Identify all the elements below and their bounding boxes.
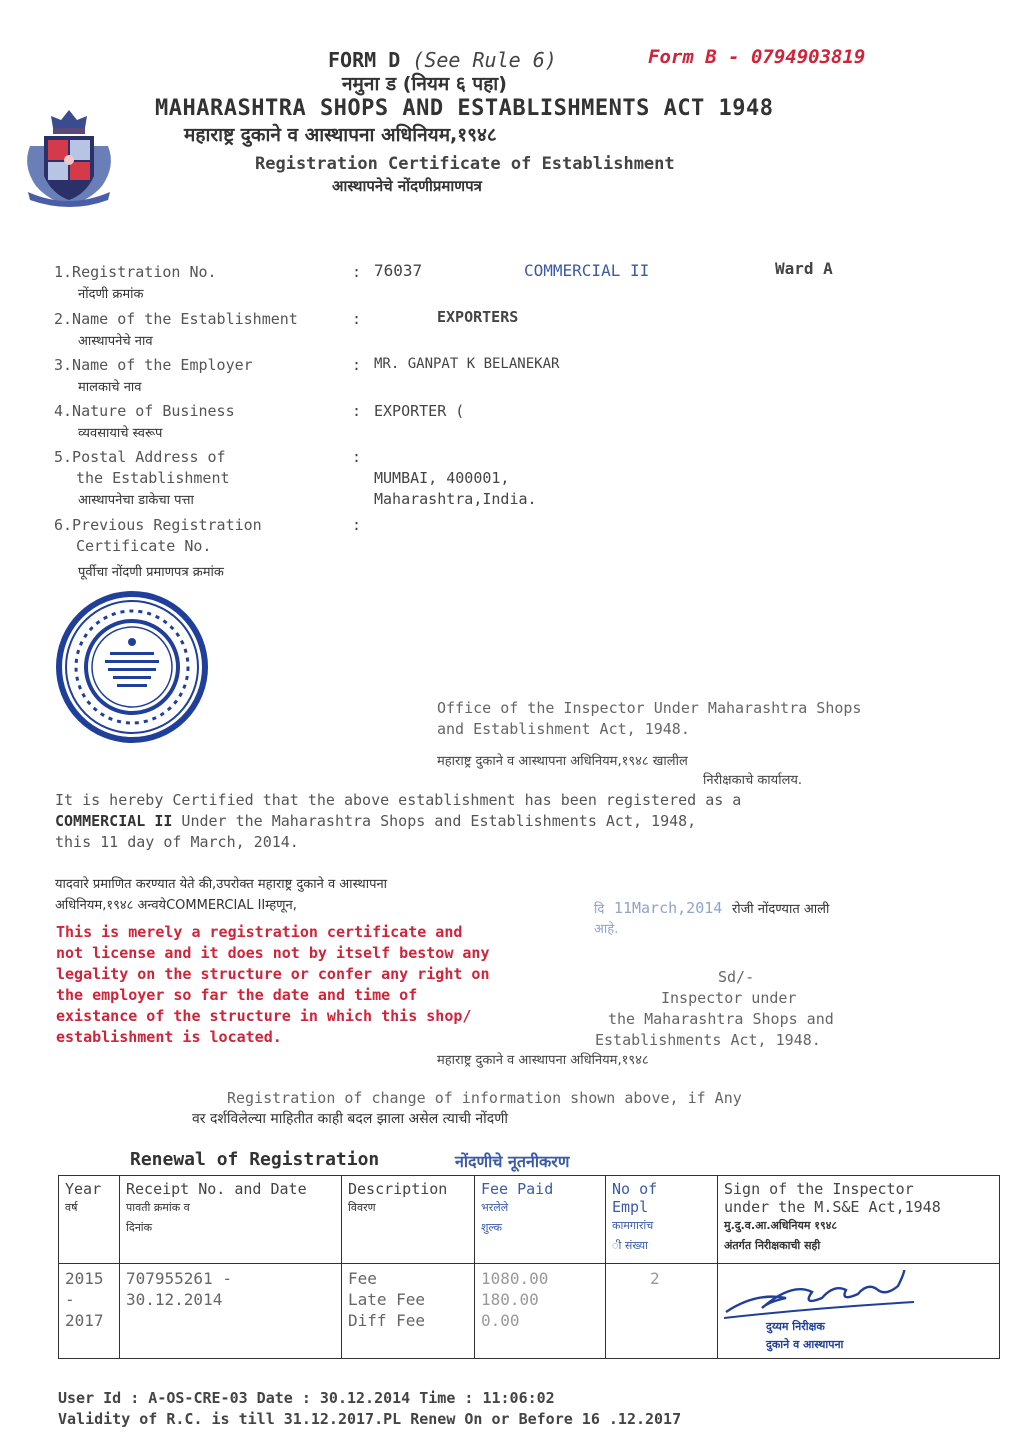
renewal-table	[58, 1175, 1000, 1359]
header-inspector-sign: Sign of the Inspector under the M.S&E Act,1948 मु.दु.व.आ.अधिनियम १९४८ अंतर्गत निरीक्षकाची सही	[718, 1176, 1000, 1264]
field-address-label: 5.Postal Address of	[54, 448, 226, 466]
cell-fees: 1080.00 180.00 0.00	[475, 1264, 606, 1359]
header-description: Description विवरण	[342, 1176, 475, 1264]
inspector-marathi: महाराष्ट्र दुकाने व आस्थापना अधिनियम,१९४८	[437, 1053, 649, 1068]
field-registration-label-marathi: नोंदणी क्रमांक	[78, 287, 144, 302]
address-state: Maharashtra,India.	[374, 490, 537, 508]
field-employer-label-marathi: मालकाचे नाव	[78, 380, 142, 395]
employer-name: MR. GANPAT K BELANEKAR	[374, 356, 560, 372]
change-info-marathi: वर दर्शविलेल्या माहितीत काही बदल झाला असेल त्याची नोंदणी	[192, 1111, 508, 1127]
certified-line3: this 11 day of March, 2014.	[55, 833, 299, 851]
field-colon: :	[352, 448, 362, 466]
registration-number: 76037	[374, 261, 423, 280]
certificate-title: Registration Certificate of Establishment	[255, 154, 675, 174]
field-address-label-line2: the Establishment	[76, 469, 230, 487]
header-receipt: Receipt No. and Date पावती क्रमांक व दिनांक	[120, 1176, 342, 1264]
cell-year: 2015 - 2017	[59, 1264, 120, 1359]
disclaimer-text: This is merely a registration certificate and not license and it does not by itself bestow any legality on the structure or confer any right on the employer so far the date and time of existance of the structure in which this shop/ establishment is located.	[56, 923, 490, 1046]
certified-marathi-line1: यादवारे प्रमाणित करण्यात येते की,उपरोक्त महाराष्ट्र दुकाने व आस्थापना	[55, 877, 388, 892]
field-colon: :	[352, 402, 362, 420]
certified-line1: It is hereby Certified that the above establishment has been registered as a	[55, 791, 742, 809]
registration-date: 11March,2014	[613, 899, 723, 917]
address-city: MUMBAI, 400001,	[374, 469, 510, 487]
certified-line2: COMMERCIAL II Under the Maharashtra Shops and Establishments Act, 1948,	[55, 812, 697, 830]
change-info-line: Registration of change of information shown above, if Any	[227, 1089, 742, 1107]
act-title: MAHARASHTRA SHOPS AND ESTABLISHMENTS ACT 1948	[155, 96, 774, 121]
inspector-line3: Establishments Act, 1948.	[595, 1031, 821, 1049]
field-previous-label: 6.Previous Registration	[54, 516, 262, 534]
header-year: Year वर्ष	[59, 1176, 120, 1264]
cell-signature	[718, 1264, 1000, 1359]
office-marathi-line2: निरीक्षकाचे कार्यालय.	[703, 773, 803, 788]
registration-ward: Ward A	[775, 259, 833, 278]
field-colon: :	[352, 516, 362, 534]
office-line1: Office of the Inspector Under Maharashtra Shops	[437, 699, 862, 717]
inspector-line2: the Maharashtra Shops and	[608, 1010, 834, 1028]
office-marathi-line1: महाराष्ट्र दुकाने व आस्थापना अधिनियम,१९४८ खालील	[437, 754, 688, 769]
inspector-line1: Inspector under	[661, 989, 797, 1007]
certified-category: COMMERCIAL II	[55, 812, 173, 830]
field-establishment-label-marathi: आस्थापनेचे नाव	[78, 334, 153, 349]
registration-date-aahe: आहे.	[594, 922, 619, 937]
certified-marathi-line2: अधिनियम,१९४८ अन्वयेCOMMERCIAL IIम्हणून,	[55, 898, 297, 913]
office-line2: and Establishment Act, 1948.	[437, 720, 690, 738]
official-seal-icon	[55, 590, 209, 744]
footer-user-line: User Id : A-OS-CRE-03 Date : 30.12.2014 Time : 11:06:02	[58, 1389, 555, 1407]
form-d-marathi-heading: नमुना ड (नियम ६ पहा)	[342, 73, 507, 95]
certificate-title-marathi: आस्थापनेचे नोंदणीप्रमाणपत्र	[332, 177, 482, 195]
inspector-stamp: दुय्यम निरीक्षक दुकाने व आस्थापना	[766, 1320, 844, 1351]
renewal-title-marathi: नोंदणीचे नूतनीकरण	[455, 1152, 570, 1171]
renewal-title: Renewal of Registration	[130, 1149, 380, 1170]
table-row	[59, 1264, 1000, 1359]
establishment-name: EXPORTERS	[437, 308, 519, 326]
see-rule-note: (See Rule 6)	[412, 48, 557, 72]
field-previous-label-line2: Certificate No.	[76, 537, 212, 555]
field-previous-label-marathi: पूर्वीचा नोंदणी प्रमाणपत्र क्रमांक	[78, 565, 224, 580]
field-registration-label: 1.Registration No.	[54, 263, 217, 281]
footer-validity-line: Validity of R.C. is till 31.12.2017.PL Renew On or Before 16 .12.2017	[58, 1410, 682, 1428]
registration-date-line: दि 11March,2014 रोजी नोंदण्यात आली	[594, 899, 830, 917]
cell-receipt: 707955261 - 30.12.2014	[120, 1264, 342, 1359]
cell-description: Fee Late Fee Diff Fee	[342, 1264, 475, 1359]
form-d-heading: FORM D (See Rule 6)	[328, 48, 557, 72]
field-establishment-label: 2.Name of the Establishment	[54, 310, 298, 328]
inspector-sd: Sd/-	[718, 968, 755, 986]
registration-category: COMMERCIAL II	[524, 261, 650, 280]
field-colon: :	[352, 356, 362, 374]
field-colon: :	[352, 263, 362, 281]
cell-employees: 2	[606, 1264, 718, 1359]
act-title-marathi: महाराष्ट्र दुकाने व आस्थापना अधिनियम,१९४८	[184, 124, 497, 146]
field-employer-label: 3.Name of the Employer	[54, 356, 253, 374]
header-employees: No of Empl कामगारांच ी संख्या	[606, 1176, 718, 1264]
business-nature: EXPORTER (	[374, 402, 465, 420]
renewal-table-header	[59, 1176, 1000, 1264]
header-fee-paid: Fee Paid भरलेले शुल्क	[475, 1176, 606, 1264]
field-address-label-marathi: आस्थापनेचा डाकेचा पत्ता	[78, 493, 194, 508]
field-colon: :	[352, 310, 362, 328]
form-b-number: Form B - 0794903819	[648, 46, 866, 68]
field-business-label-marathi: व्यवसायाचे स्वरूप	[78, 426, 163, 441]
municipal-emblem-icon	[20, 106, 118, 212]
field-business-label: 4.Nature of Business	[54, 402, 235, 420]
